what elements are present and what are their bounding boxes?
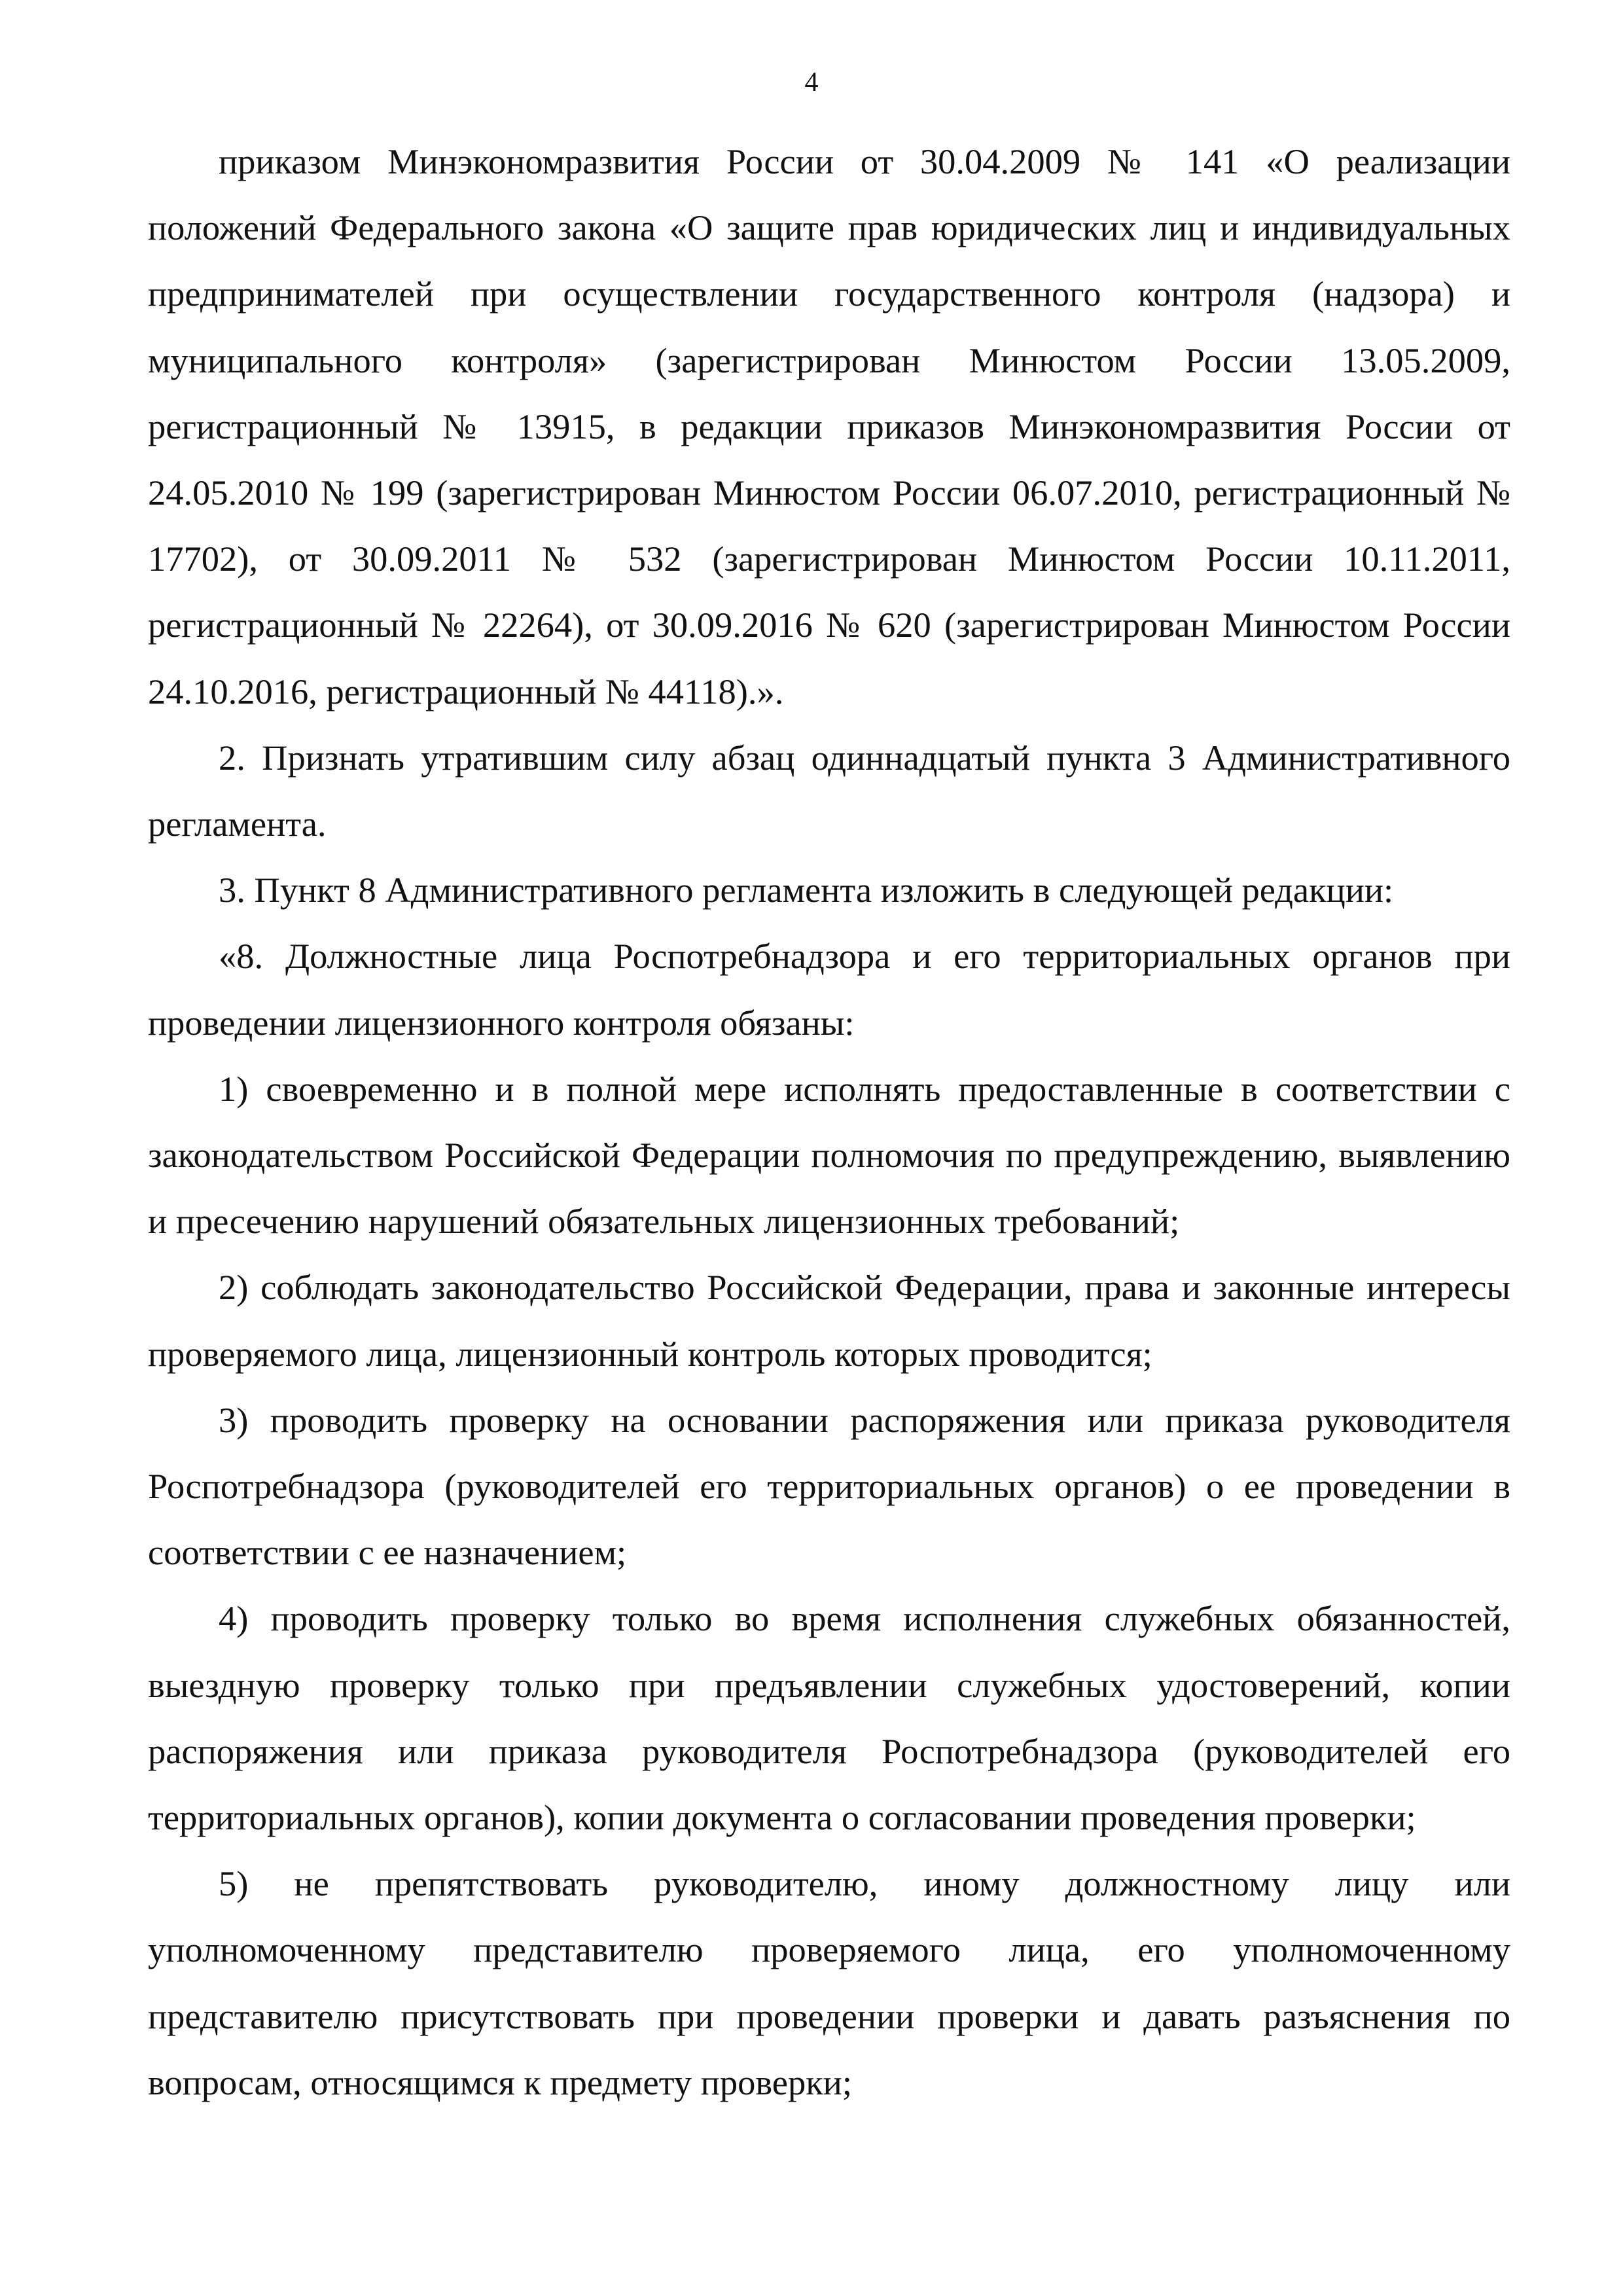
list-item-1: 1) своевременно и в полной мере исполнять предоставленные в соответствии с законодательством Российской Федерации полномочия по предупреждению, выявлению и пресечению нарушений обязательных лицензионных требований; <box>148 1068 1510 1242</box>
paragraph-point-8: «8. Должностные лица Роспотребнадзора и его территориальных органов при проведении лицензионного контроля обязаны: <box>148 936 1510 1043</box>
page-number: 4 <box>804 67 819 98</box>
paragraph-item-2: 2. Признать утратившим силу абзац одиннадцатый пункта 3 Административного регламента. <box>148 737 1510 844</box>
list-item-2: 2) соблюдать законодательство Российской Федерации, права и законные интересы проверяемого лица, лицензионный контроль которых проводится; <box>148 1267 1510 1374</box>
paragraph-item-3: 3. Пункт 8 Административного регламента изложить в следующей редакции: <box>219 870 1394 910</box>
document-body <box>148 128 1510 2115</box>
paragraph-order-reference: приказом Минэкономразвития России от 30.04.2009 № 141 «О реализации положений Федерального закона «О защите прав юридических лиц и индивидуальных предпринимателей при осуществлении государственного контроля (надзора) и муниципального контроля» (зарегистрирован Минюстом России 13.05.2009, регистрационный № 13915, в редакции приказов Минэкономразвития России от 24.05.2010 № 199 (зарегистрирован Минюстом России 06.07.2010, регистрационный № 17702), от 30.09.2011 № 532 (зарегистрирован Минюстом России 10.11.2011, регистрационный № 22264), от 30.09.2016 № 620 (зарегистрирован Минюстом России 24.10.2016, регистрационный № 44118).». <box>148 141 1510 711</box>
list-item-3: 3) проводить проверку на основании распоряжения или приказа руководителя Роспотребнадзора (руководителей его территориальных органов) о ее проведении в соответствии с ее назначением; <box>148 1399 1510 1573</box>
list-item-5: 5) не препятствовать руководителю, иному должностному лицу или уполномоченному представителю проверяемого лица, его уполномоченному представителю присутствовать при проведении проверки и давать разъяснения по вопросам, относящимся к предмету проверки; <box>148 1863 1510 2102</box>
list-item-4: 4) проводить проверку только во время исполнения служебных обязанностей, выездную проверку только при предъявлении служебных удостоверений, копии распоряжения или приказа руководителя Роспотребнадзора (руководителей его территориальных органов), копии документа о согласовании проведения проверки; <box>148 1598 1510 1838</box>
